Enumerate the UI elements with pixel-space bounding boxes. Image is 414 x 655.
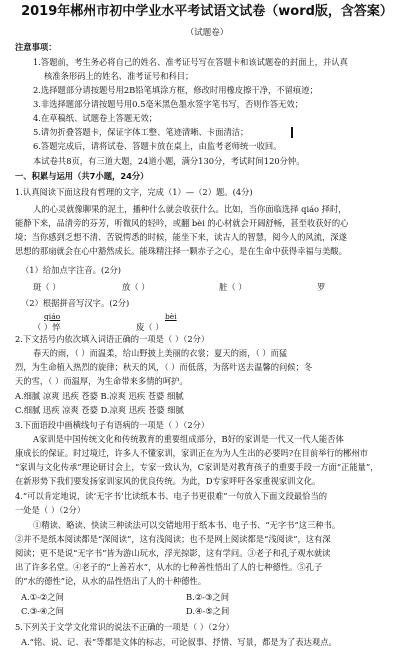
- passage-line: 康成长的保证。时过境迁，许多人不懂家训，家训正在为为人生出的必要吗?在目前举行的郴州市: [15, 448, 368, 458]
- question-4-stem: 4.“可以肯定地说，读‘无字书’比读纸本书、电子书更很难”一句放入下面文段最恰当的: [15, 491, 328, 501]
- answer-option: A.“铭、说、记、表”等都是文体的标志，可论叙事、抒情、写景，都是为了表达观点。: [21, 637, 337, 647]
- hanzi-blank: 废（ ）: [136, 322, 164, 332]
- passage-line: 人的心灵就像聊果的泥土，播种什么就会收获什么。比如，当你面临选择 qiáo 择时，: [33, 204, 347, 214]
- answer-option: C.③-④之间: [21, 606, 64, 616]
- notice-item: 1.答题前，考生务必将自己的姓名、准考证号写在答题卡和该试题卷的封面上，并认真: [33, 57, 348, 67]
- answer-option: A.细腻 凉爽 迅疾 苍婆 B.凉爽 迅疾 苍婆 细腻: [15, 391, 184, 401]
- passage-line: 的“水的德性”论，从水的品性悟出了人的十种德性。: [15, 576, 207, 586]
- subquestion-2: （2）根据拼音写汉字。(2分): [21, 298, 130, 308]
- subquestion-1: （1）给加点字注音。(2分): [21, 265, 122, 275]
- text-cursor: [291, 127, 293, 138]
- pinyin-blank: 罗: [317, 282, 326, 292]
- pinyin-label: qiáo: [44, 312, 61, 321]
- passage-line: ②并不是纸本阅读都是“深阅读”，这有浅阅读；也不是网上阅读都是“浅阅读”，这有深: [15, 534, 331, 544]
- notice-summary: 本试卷共8页，有三道大题，24道小题，满分130分，考试时间120分钟。: [33, 156, 305, 166]
- question-5-stem: 5.下列关于文学文化常识的说法不正确的一项是（ ）（2分）: [15, 622, 235, 632]
- question-1-stem: 1.认真阅读下面这段有哲理的文字，完成（1）—（2）题。(4分): [15, 187, 253, 197]
- question-2-stem: 2.下文括号内依次填入词语正确的一项是（ ）（2分）: [15, 334, 210, 344]
- pinyin-blank: 放（ ）: [122, 282, 150, 292]
- passage-line: 能静下来，品清旁的芬芳，听微风的轻吟，或翻 bèi 的心材就会开阔舒畅，甚至收获好的心: [15, 218, 349, 228]
- passage-line: 烈，为生命植入热烈的旋律；秋天的风，（ ）而低落，为落叶送去温馨的问候；冬: [15, 362, 313, 372]
- notice-item: 3.非选择题部分请按题号用0.5毫米黑色墨水签字笔书写，否则作答无效；: [33, 99, 304, 109]
- pinyin-label: bèi: [165, 312, 177, 321]
- page-title: 2019年郴州市初中学业水平考试语文试卷（word版，含答案）: [21, 4, 393, 19]
- answer-option: C.细腻 迅疾 凉爽 苍婆 D.凉爽 迅疾 苍婆 细腻: [15, 405, 184, 415]
- page-subtitle: （试题卷）: [185, 28, 229, 38]
- question-4-stem-cont: 一处是（ ）（2分）: [15, 505, 86, 515]
- passage-line: A家训是中国传统文化和传统教育的重要组成部分，B好的家训是一代又一代人能否体: [33, 434, 344, 444]
- passage-line: “家训与文化传承”理论研讨会上，专家一致认为，C家训是对教育孩子的重要手段一方面“正能量”，: [15, 462, 379, 472]
- passage-line: 在新形势下我们要发扬家训家风的优良传统。为此，D专家呼吁各家重视家训文化。: [15, 476, 321, 486]
- answer-option: D.④-⑤之间: [186, 606, 230, 616]
- question-3-stem: 3.下面语段中画横线句子有语病的一项是（ ）（2分）: [15, 420, 210, 430]
- notice-item: 核准条形码上的姓名、准考证号和科目；: [44, 71, 194, 81]
- pinyin-blank: 脏（ ）: [219, 282, 247, 292]
- section-heading: 一、积累与运用（共7小题，24分）: [15, 171, 149, 181]
- notice-item: 6.答题完成后，请将试卷、答题卡放在桌上，由监考老师统一收回。: [33, 141, 282, 151]
- notice-item: 4.在草稿纸、试题卷上答题无效；: [33, 113, 158, 123]
- notice-item: 5.请勿折叠答题卡，保证字体工整、笔迹清晰、卡面清洁；: [33, 127, 249, 137]
- notice-heading: 注意事项：: [15, 42, 57, 52]
- answer-option: B.②-③之间: [186, 592, 230, 602]
- passage-line: 阅读；更不是说“无字书”皆为游山玩水，浮光掠影，这有学问。③老子和孔子观水就读: [15, 548, 331, 558]
- passage-line: 境；当你感到乏想不清、苦锐愕悉的时候，能坐下来，读古人的智慧，阅今人的风流，深遂: [15, 232, 347, 242]
- passage-line: ①精读、略读、快读三种读法可以交错地用于纸本书、电子书、“无字书”这三种书。: [33, 520, 341, 530]
- pinyin-blank: 斑（ ）: [33, 282, 61, 292]
- notice-item: 2.选择题部分请按题号用2B铅笔填涂方框，修改时用橡皮擦干净，不留痕迹；: [33, 85, 318, 95]
- passage-line: 春天的雨，（ ）而温柔，给山野披上美丽的衣裳；夏天的雨，（ ）而猛: [33, 348, 288, 358]
- answer-option: A.①-②之间: [21, 592, 64, 602]
- passage-line: 思想的那扇就会在心中豁然成长。能珠精注择一颗赤子之心，是在生命中获得幸福与美酸。: [15, 246, 347, 256]
- passage-line: 出了许多名堂。④老子的“上善若水”，从水的七种善性悟出了人的七种德性。⑤孔子: [15, 562, 323, 572]
- passage-line: 天的雪，（ ）而温厚，为生命带来多情的呵护。: [15, 376, 188, 386]
- hanzi-blank: （ ）悴: [33, 322, 61, 332]
